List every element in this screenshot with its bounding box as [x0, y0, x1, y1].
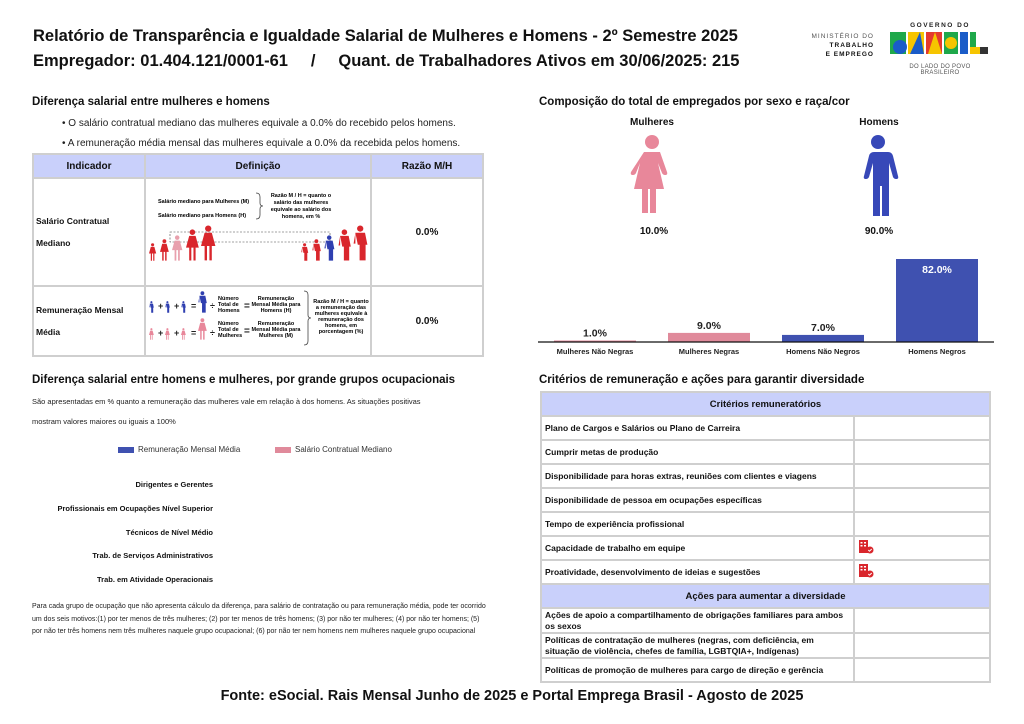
men-equation-figures — [149, 291, 215, 313]
operator-symbol: ÷ — [210, 328, 215, 338]
woman-icon — [149, 328, 154, 340]
source-footer: Fonte: eSocial. Rais Mensal Junho de 2025 e Portal Emprega Brasil - Agosto de 2025 — [220, 688, 804, 704]
women-figures-group — [149, 225, 215, 260]
building-check-icon — [858, 564, 874, 578]
criterion-label: Tempo de experiência profissional — [541, 512, 854, 536]
bar-value-label: 1.0% — [583, 327, 607, 340]
gov-logo-top: GOVERNO DO — [910, 22, 970, 29]
legend-swatch-blue — [118, 447, 134, 453]
man-icon — [198, 291, 206, 312]
women-percent: 10.0% — [639, 226, 669, 237]
man-figure-icon — [856, 134, 900, 216]
man-icon — [181, 301, 186, 313]
def-ratio-line: salário das mulheres — [273, 200, 329, 206]
report-title: Relatório de Transparência e Igualdade Salarial de Mulheres e Homens - 2º Semestre 2025 — [33, 27, 738, 45]
men-figures-group — [301, 225, 367, 260]
occupational-title: Diferença salarial entre homens e mulheres, por grande grupos ocupacionais — [32, 374, 456, 386]
bar — [782, 335, 864, 342]
def-line: Total de — [218, 327, 239, 333]
def-ratio-line: equivale ao salário dos — [270, 207, 332, 213]
occupational-desc: São apresentadas em % quanto a remuneração das mulheres vale em relação à dos homens. As situações positivas — [32, 397, 421, 406]
operator-symbol: ÷ — [210, 301, 215, 311]
indicator-label-line: Remuneração Mensal — [36, 305, 124, 315]
occupation-category: Profissionais em Ocupações Nível Superior — [57, 504, 213, 513]
occupational-footnote: Para cada grupo de ocupação que não apresenta cálculo da diferença, para salário de contratação ou para remuneração média, pode ter ocorrido um dos seis motivos:(1) por ter menos de três mulheres; (2) por ter menos de três homens; (3) por não ter mulheres; (4) por não ter homens; (5) por não ter três homens nem três mulheres naquele grupo ocupacional; (6) por não ter nem homens nem mulheres naquele grupo ocupacional — [32, 603, 486, 635]
def-line: Número — [218, 321, 239, 327]
def-ratio-line: a remuneração das — [315, 305, 367, 311]
occupation-category: Trab. em Atividade Operacionais — [96, 575, 213, 584]
legend-swatch-pink — [275, 447, 291, 453]
criterion-mark-cell — [854, 440, 990, 464]
man-icon — [339, 229, 351, 260]
ministry-logo-line: TRABALHO — [829, 42, 874, 49]
woman-icon — [149, 243, 156, 260]
def-ratio-line: homens, em — [324, 323, 358, 329]
def-line: Número — [218, 296, 239, 302]
table-row — [541, 416, 990, 440]
women-label: Mulheres — [630, 117, 674, 128]
criterion-mark-cell — [854, 512, 990, 536]
criterion-label: Políticas de contratação de mulheres (negras, com deficiência, em situação de violência, chefes de família, LGBTQIA+, Indígenas) — [541, 633, 854, 658]
def-ratio-line: porcentagem (%) — [318, 329, 364, 335]
ministry-logo-line: E EMPREGO — [825, 51, 874, 58]
women-equation-figures — [149, 318, 215, 340]
woman-icon — [201, 225, 215, 260]
def-ratio-line: mulheres equivale à — [314, 311, 368, 317]
ratio-value-median: 0.0% — [371, 178, 483, 286]
bar-value-label: 82.0% — [922, 264, 952, 276]
ministry-logo-line: MINISTÉRIO DO — [811, 33, 874, 40]
bar-category-label: Homens Não Negros — [786, 347, 860, 356]
criterion-label: Proatividade, desenvolvimento de ideias e sugestões — [541, 560, 854, 584]
occupational-desc: mostram valores maiores ou iguais a 100% — [32, 417, 176, 426]
criterion-mark-cell — [854, 658, 990, 682]
man-icon — [165, 301, 170, 313]
col-header-ratio: Razão M/H — [371, 154, 483, 178]
criterion-label: Ações de apoio a compartilhamento de obrigações familiares para ambos os sexos — [541, 608, 854, 633]
criteria-header: Critérios remuneratórios — [541, 392, 990, 416]
operator-symbol: = — [191, 301, 197, 311]
composition-title: Composição do total de empregados por sexo e raça/cor — [539, 96, 850, 108]
def-line: Homens (H) — [260, 308, 292, 314]
def-ratio-line: homens, em % — [281, 214, 321, 220]
table-row — [541, 536, 990, 560]
men-label: Homens — [859, 117, 899, 128]
bar-value-label: 7.0% — [811, 321, 835, 334]
table-row — [541, 440, 990, 464]
def-line: Remuneração — [257, 321, 295, 327]
bar — [668, 333, 750, 342]
gov-logo-tagline: DO LADO DO POVO BRASILEIRO — [909, 64, 971, 76]
salary-gap-title: Diferença salarial entre mulheres e homens — [32, 96, 270, 108]
man-icon — [301, 243, 308, 260]
indicator-table — [32, 153, 484, 357]
man-icon — [324, 235, 334, 260]
men-percent: 90.0% — [864, 226, 894, 237]
woman-icon — [181, 328, 186, 340]
man-icon — [312, 239, 320, 260]
bar-category-label: Mulheres Negras — [678, 347, 740, 356]
legend-label: Salário Contratual Mediano — [295, 445, 392, 454]
gov-brasil-logo — [890, 22, 990, 76]
actions-header: Ações para aumentar a diversidade — [541, 584, 990, 608]
def-line: Homens — [218, 308, 240, 314]
def-line: Total de — [218, 302, 239, 308]
criterion-label: Políticas de promoção de mulheres para cargo de direção e gerência — [541, 658, 854, 682]
criterion-mark-cell — [854, 536, 990, 560]
col-header-definition: Definição — [145, 154, 371, 178]
woman-figure-icon — [630, 134, 674, 216]
salary-gap-bullet: • A remuneração média mensal das mulheres equivale a 0.0% da recebida pelos homens. — [62, 138, 461, 149]
building-check-icon — [858, 540, 874, 554]
bar-category-label: Homens Negros — [908, 347, 966, 356]
table-row — [541, 464, 990, 488]
employer-line: Empregador: 01.404.121/0001-61 / Quant. de Trabalhadores Ativos em 30/06/2025: 215 — [33, 52, 740, 70]
occupation-category: Técnicos de Nível Médio — [125, 528, 213, 537]
definition-cell-mean — [145, 286, 371, 356]
table-row — [541, 512, 990, 536]
legend-item — [118, 445, 240, 454]
criteria-table — [540, 391, 991, 683]
table-row — [541, 633, 990, 658]
man-icon — [354, 225, 368, 260]
def-line: Salário mediano para Mulheres (M) — [158, 199, 250, 205]
woman-icon — [165, 328, 170, 340]
woman-icon — [198, 318, 207, 339]
table-row — [541, 560, 990, 584]
man-icon — [149, 301, 154, 313]
table-row — [541, 658, 990, 682]
criterion-label: Disponibilidade para horas extras, reuniões com clientes e viagens — [541, 464, 854, 488]
def-ratio-line: Razão M / H = quanto o — [270, 193, 332, 199]
operator-symbol: + — [174, 301, 180, 311]
table-row — [33, 178, 483, 286]
criterion-label: Plano de Cargos e Salários ou Plano de Carreira — [541, 416, 854, 440]
brasil-wordmark-icon — [890, 29, 990, 57]
legend-item — [275, 445, 392, 454]
woman-icon — [186, 229, 199, 260]
bar-category-label: Mulheres Não Negras — [556, 347, 634, 356]
bar-value-label: 9.0% — [697, 319, 721, 332]
mean-remuneration-diagram — [146, 287, 370, 353]
def-line: Mensal Média para — [251, 327, 301, 333]
indicator-label: Salário Contratual Mediano — [33, 178, 145, 286]
criterion-mark-cell — [854, 488, 990, 512]
criterion-mark-cell — [854, 608, 990, 633]
def-line: Mulheres (M) — [259, 333, 293, 339]
criterion-label: Disponibilidade de pessoa em ocupações específicas — [541, 488, 854, 512]
svg-text:=: = — [244, 301, 250, 312]
def-line: Remuneração — [257, 296, 295, 302]
operator-symbol: + — [158, 328, 164, 338]
svg-text:=: = — [244, 326, 250, 337]
ministry-logo — [808, 32, 874, 59]
criteria-title: Critérios de remuneração e ações para garantir diversidade — [539, 374, 865, 386]
median-salary-diagram — [146, 179, 370, 283]
operator-symbol: + — [174, 328, 180, 338]
race-sex-bar-chart — [538, 250, 994, 362]
criterion-mark-cell — [854, 560, 990, 584]
definition-cell-median — [145, 178, 371, 286]
criterion-mark-cell — [854, 633, 990, 658]
salary-gap-bullet: • O salário contratual mediano das mulheres equivale a 0.0% do recebido pelos homens. — [62, 118, 456, 129]
woman-icon — [172, 235, 182, 260]
criterion-mark-cell — [854, 416, 990, 440]
criterion-label: Capacidade de trabalho em equipe — [541, 536, 854, 560]
legend-label: Remuneração Mensal Média — [138, 445, 241, 454]
table-row — [541, 608, 990, 633]
col-header-indicator: Indicador — [33, 154, 145, 178]
operator-symbol: + — [158, 301, 164, 311]
woman-icon — [160, 239, 169, 260]
def-line: Salário mediano para Homens (H) — [158, 213, 247, 219]
criterion-mark-cell — [854, 464, 990, 488]
occupation-category: Trab. de Serviços Administrativos — [92, 551, 213, 560]
table-row — [33, 286, 483, 356]
operator-symbol: = — [191, 328, 197, 338]
occupation-category: Dirigentes e Gerentes — [135, 480, 213, 489]
def-ratio-line: remuneração dos — [318, 317, 364, 323]
ratio-value-mean: 0.0% — [371, 286, 483, 356]
def-ratio-line: Razão M / H = quanto — [313, 299, 369, 305]
criterion-label: Cumprir metas de produção — [541, 440, 854, 464]
def-line: Mulheres — [218, 333, 243, 339]
indicator-label-line: Média — [36, 327, 61, 337]
def-line: Mensal Média para — [251, 302, 301, 308]
table-row — [541, 488, 990, 512]
indicator-label — [33, 286, 145, 356]
